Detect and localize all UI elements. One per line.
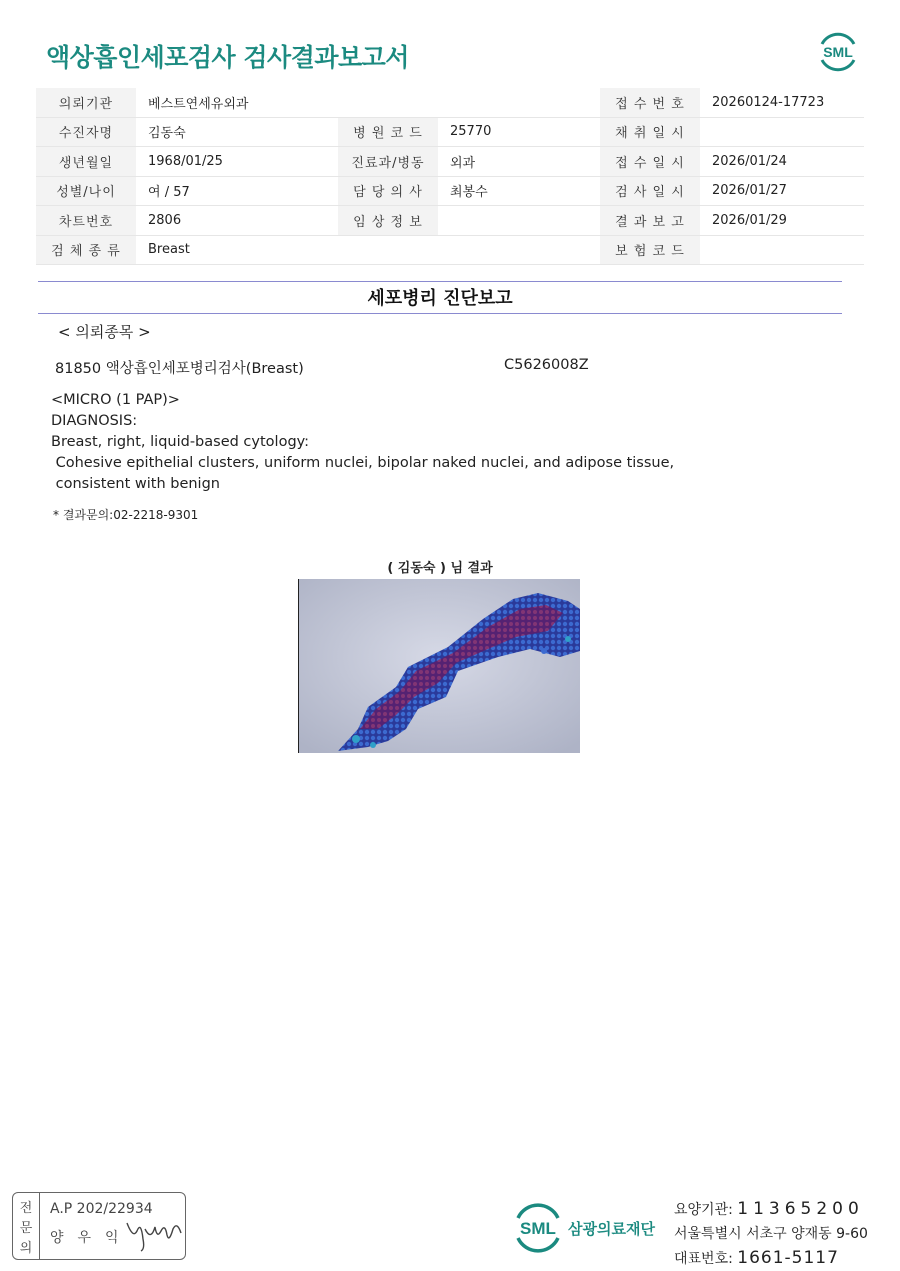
info-row (36, 176, 864, 206)
info-value (700, 235, 864, 265)
info-value: 2026/01/24 (700, 147, 864, 177)
info-value: 김동숙 (136, 117, 338, 147)
info-value (438, 206, 600, 236)
report-line: <MICRO (1 PAP)> (51, 392, 180, 408)
info-value: 베스트연세유외과 (136, 88, 600, 117)
info-label: 병 원 코 드 (338, 117, 438, 147)
info-label: 임 상 정 보 (338, 206, 438, 236)
info-value: Breast (136, 235, 600, 265)
code-value: 11365200 (737, 1199, 864, 1219)
info-row (36, 235, 864, 265)
image-caption: ( 김동숙 ) 님 결과 (387, 561, 493, 576)
request-label: < 의뢰종목 > (58, 323, 151, 341)
sml-footer-logo-text: SML (520, 1219, 556, 1238)
phone-label: 대표번호: (674, 1251, 733, 1267)
request-id: C5626008Z (504, 357, 589, 373)
info-label: 채 취 일 시 (600, 117, 700, 147)
request-code: 81850 액상흡인세포병리검사(Breast) (55, 361, 304, 377)
pathologist-name: 양우익 (50, 1230, 133, 1246)
signature-icon (123, 1209, 185, 1253)
address: 서울특별시 서초구 양재동 9-60 (674, 1226, 868, 1242)
info-label: 생년월일 (36, 147, 136, 177)
stamp-title (13, 1193, 40, 1259)
info-value: 여 / 57 (136, 176, 338, 206)
info-row (36, 117, 864, 147)
info-value: 최봉수 (438, 176, 600, 206)
info-value: 25770 (438, 117, 600, 147)
info-label: 검 사 일 시 (600, 176, 700, 206)
info-label: 결 과 보 고 (600, 206, 700, 236)
info-label: 진료과/병동 (338, 147, 438, 177)
info-label: 의뢰기관 (36, 88, 136, 117)
info-value: 2026/01/27 (700, 176, 864, 206)
info-label: 담 당 의 사 (338, 176, 438, 206)
section-divider-top (38, 281, 842, 282)
diagnosis-report (51, 390, 674, 495)
code-label: 요양기관: (674, 1202, 733, 1218)
cytology-micrograph (298, 579, 580, 753)
info-value: 외과 (438, 147, 600, 177)
report-line: consistent with benign (51, 476, 220, 492)
info-value: 1968/01/25 (136, 147, 338, 177)
info-label: 성별/나이 (36, 176, 136, 206)
info-label: 검 체 종 류 (36, 235, 136, 265)
info-row (36, 206, 864, 236)
sml-logo-text: SML (823, 44, 853, 60)
report-line: Cohesive epithelial clusters, uniform nuclei, bipolar naked nuclei, and adipose tissue, (51, 455, 675, 471)
pathologist-stamp (12, 1192, 186, 1260)
section-title: 세포병리 진단보고 (367, 288, 513, 309)
sml-logo-icon (814, 30, 862, 74)
patient-info-table (36, 88, 864, 265)
contact-note: * 결과문의:02-2218-9301 (53, 508, 199, 522)
info-label: 차트번호 (36, 206, 136, 236)
info-row (36, 147, 864, 177)
report-line: DIAGNOSIS: (51, 413, 138, 429)
ap-number: A.P 202/22934 (50, 1201, 153, 1217)
info-value (700, 117, 864, 147)
info-value: 2026/01/29 (700, 206, 864, 236)
stamp-char: 문 (19, 1221, 33, 1236)
stamp-char: 전 (19, 1201, 33, 1216)
phone-value: 1661-5117 (737, 1248, 839, 1268)
sml-footer-logo-icon (510, 1200, 566, 1256)
footer-info (674, 1197, 868, 1271)
organization-name: 삼광의료재단 (568, 1220, 655, 1238)
info-row (36, 88, 864, 117)
report-line: Breast, right, liquid-based cytology: (51, 434, 310, 450)
info-value: 2806 (136, 206, 338, 236)
report-title: 액상흡인세포검사 검사결과보고서 (46, 43, 409, 72)
stamp-char: 의 (19, 1241, 33, 1256)
info-label: 접 수 일 시 (600, 147, 700, 177)
info-label: 수진자명 (36, 117, 136, 147)
info-label: 접 수 번 호 (600, 88, 700, 117)
section-divider-bottom (38, 313, 842, 314)
info-value: 20260124-17723 (700, 88, 864, 117)
info-label: 보 험 코 드 (600, 235, 700, 265)
